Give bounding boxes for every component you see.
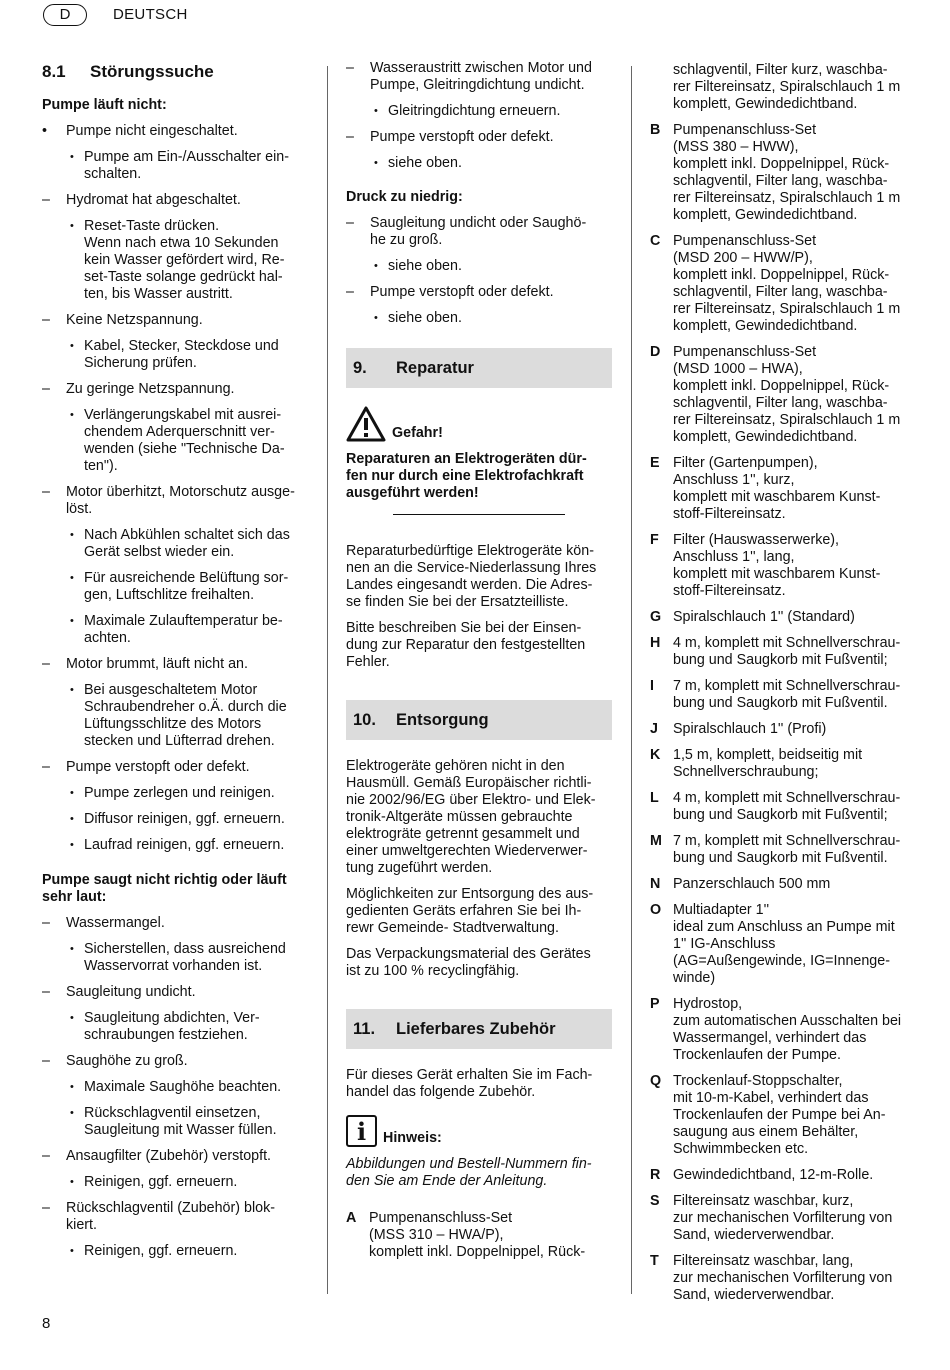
bullet-mark: •	[70, 151, 74, 163]
list-item-text: Maximale Saughöhe beachten.	[84, 1079, 282, 1095]
list-item	[42, 1200, 308, 1234]
list-item-text: Maximale Zulauftemperatur be- achten.	[84, 613, 283, 646]
list-item-text: Sicherstellen, dass ausreichend Wasservorrat vorhanden ist.	[84, 941, 286, 974]
list-item	[70, 338, 308, 372]
info-icon: i	[346, 1115, 377, 1147]
bullet-mark: •	[70, 572, 74, 584]
section-title: Lieferbares Zubehör	[396, 1019, 556, 1038]
dash-mark: –	[42, 381, 50, 397]
list-item-text: Pumpe verstopft oder defekt.	[370, 129, 554, 145]
accessory-key: J	[650, 721, 658, 737]
accessory-text: Pumpenanschluss-Set (MSD 1000 – HWA), komplett inkl. Doppelnippel, Rück- schlagventil, Filter lang, waschba- rer Filtereinsatz, Spiralschlauch 1 m komplett, Gewindedichtband.	[673, 344, 901, 445]
list-item	[42, 1148, 308, 1165]
list-item-text: Saugleitung undicht oder Saughö- he zu groß.	[370, 215, 587, 248]
accessory-text: Panzerschlauch 500 mm	[673, 876, 831, 892]
accessory-text: Spiralschlauch 1'' (Standard)	[673, 609, 855, 625]
section-11-heading	[346, 1009, 612, 1049]
list-item	[42, 1053, 308, 1070]
column-1	[42, 60, 308, 1269]
list-item	[70, 682, 308, 750]
accessory-key: N	[650, 876, 661, 892]
bullet-mark: •	[70, 409, 74, 421]
dash-mark: •	[42, 123, 48, 139]
list-item-text: Kabel, Stecker, Steckdose und Sicherung prüfen.	[84, 338, 279, 371]
bullet-mark: •	[70, 943, 74, 955]
bullet-mark: •	[70, 529, 74, 541]
accessory-text: Pumpenanschluss-Set (MSS 310 – HWA/P), komplett inkl. Doppelnippel, Rück-	[369, 1210, 586, 1260]
accessory-item	[650, 233, 916, 335]
danger-label: Gefahr!	[392, 425, 443, 441]
section-number: 8.1	[42, 62, 66, 81]
list-item-text: Für ausreichende Belüftung sor- gen, Luftschlitze freihalten.	[84, 570, 289, 603]
accessory-item	[650, 833, 916, 867]
list-item-text: Hydromat hat abgeschaltet.	[66, 192, 241, 208]
list-item	[70, 527, 308, 561]
accessory-item	[650, 344, 916, 446]
list-item	[374, 155, 612, 172]
list-item-text: Ansaugfilter (Zubehör) verstopft.	[66, 1148, 272, 1164]
list-item-text: Motor überhitzt, Motorschutz ausge- löst.	[66, 484, 295, 517]
accessory-text: 4 m, komplett mit Schnellverschrau- bung und Saugkorb mit Fußventil;	[673, 635, 901, 668]
section-8-1-heading	[42, 63, 308, 80]
accessory-item	[650, 747, 916, 781]
group-heading: Pumpe läuft nicht:	[42, 97, 167, 113]
list-item	[70, 1010, 308, 1044]
list-item	[70, 1243, 308, 1260]
list-item	[42, 123, 308, 140]
list-item	[42, 312, 308, 329]
list-item	[70, 613, 308, 647]
accessory-key: S	[650, 1193, 660, 1209]
list-item-text: Bei ausgeschaltetem Motor Schraubendreher o.Ä. durch die Lüftungsschlitze des Motors stecken und Lüfterrad drehen.	[84, 682, 287, 749]
accessory-key: M	[650, 833, 662, 849]
dash-mark: –	[42, 312, 50, 328]
list-item	[42, 915, 308, 932]
accessory-item	[650, 678, 916, 712]
dash-mark: –	[42, 1200, 50, 1216]
warning-triangle-icon	[346, 406, 386, 442]
accessory-text: Pumpenanschluss-Set (MSD 200 – HWW/P), komplett inkl. Doppelnippel, Rück- schlagventil, Filter lang, waschba- rer Filtereinsatz, Spiralschlauch 1 m komplett, Gewindedichtband.	[673, 233, 901, 334]
accessory-text: 4 m, komplett mit Schnellverschrau- bung und Saugkorb mit Fußventil;	[673, 790, 901, 823]
bullet-mark: •	[374, 157, 378, 169]
list-item	[70, 1079, 308, 1096]
list-item-text: Saugleitung undicht.	[66, 984, 196, 1000]
list-item	[70, 811, 308, 828]
dash-mark: –	[42, 759, 50, 775]
list-item	[70, 570, 308, 604]
accessory-key: Q	[650, 1073, 662, 1089]
accessory-key: A	[346, 1210, 357, 1226]
group-heading: Pumpe saugt nicht richtig oder läuft sehr laut:	[42, 872, 287, 905]
dash-mark: –	[346, 129, 354, 145]
list-item-text: Wassermangel.	[66, 915, 165, 931]
bullet-mark: •	[374, 312, 378, 324]
list-item-text: Pumpe am Ein-/Ausschalter ein- schalten.	[84, 149, 290, 182]
list-item-text: Wasseraustritt zwischen Motor und Pumpe, Gleitringdichtung undicht.	[370, 60, 592, 93]
list-item-text: Zu geringe Netzspannung.	[66, 381, 235, 397]
dash-mark: –	[42, 656, 50, 672]
list-item-text: Pumpe zerlegen und reinigen.	[84, 785, 275, 801]
accessory-item	[650, 1073, 916, 1158]
dash-mark: –	[42, 484, 50, 500]
accessory-item	[650, 876, 916, 893]
list-item-text: Pumpe nicht eingeschaltet.	[66, 123, 238, 139]
list-item	[42, 759, 308, 776]
list-item-text: Rückschlagventil einsetzen, Saugleitung mit Wasser füllen.	[84, 1105, 277, 1138]
list-item-text: Diffusor reinigen, ggf. erneuern.	[84, 811, 285, 827]
accessory-key: F	[650, 532, 659, 548]
accessory-key: O	[650, 902, 662, 918]
list-item	[70, 1174, 308, 1191]
accessory-item	[650, 532, 916, 600]
accessory-key	[650, 62, 673, 113]
accessory-item	[650, 996, 916, 1064]
accessory-text: Gewindedichtband, 12-m-Rolle.	[673, 1167, 874, 1183]
accessory-item	[650, 635, 916, 669]
section-10-heading	[346, 700, 612, 740]
list-item-text: Reinigen, ggf. erneuern.	[84, 1174, 238, 1190]
language-label: DEUTSCH	[113, 6, 188, 23]
list-item	[70, 218, 308, 303]
list-item-text: Saugleitung abdichten, Ver- schraubungen festziehen.	[84, 1010, 260, 1043]
accessory-text: Trockenlauf-Stoppschalter, mit 10-m-Kabel, verhindert das Trockenlaufen der Pumpe bei An- saugung aus einem Behälter, Schwimmbecken etc.	[673, 1073, 886, 1157]
dash-mark: –	[42, 1053, 50, 1069]
troubleshooting-list	[346, 60, 612, 172]
dash-mark: –	[346, 284, 354, 300]
accessory-item	[650, 902, 916, 987]
accessory-list	[650, 62, 916, 1304]
section-9-heading	[346, 348, 612, 388]
accessory-item	[346, 1210, 612, 1261]
list-item	[70, 1105, 308, 1139]
paragraph: Das Verpackungsmaterial des Gerätes ist zu 100 % recyclingfähig.	[346, 946, 591, 979]
group-heading: Druck zu niedrig:	[346, 189, 463, 205]
bullet-mark: •	[70, 1012, 74, 1024]
list-item-text: Reinigen, ggf. erneuern.	[84, 1243, 238, 1259]
accessory-key: I	[650, 678, 654, 694]
bullet-mark: •	[70, 1081, 74, 1093]
accessory-text: 1,5 m, komplett, beidseitig mit Schnellverschraubung;	[673, 747, 863, 780]
accessory-text: Filtereinsatz waschbar, kurz, zur mechanischen Vorfilterung von Sand, wiederverwendbar.	[673, 1193, 893, 1243]
danger-notice	[346, 406, 612, 442]
list-item	[70, 837, 308, 854]
bullet-mark: •	[70, 220, 74, 232]
accessory-text: Pumpenanschluss-Set (MSS 380 – HWW), komplett inkl. Doppelnippel, Rück- schlagventil, Filter lang, waschba- rer Filtereinsatz, Spiralschlauch 1 m komplett, Gewindedichtband.	[673, 122, 901, 223]
paragraph: Bitte beschreiben Sie bei der Einsen- dung zur Reparatur den festgestellten Fehler.	[346, 620, 586, 670]
list-item	[346, 60, 612, 94]
dash-mark: –	[42, 915, 50, 931]
list-item	[374, 258, 612, 275]
accessory-text: schlagventil, Filter kurz, waschba- rer Filtereinsatz, Spiralschlauch 1 m komplett, Gewindedichtband.	[673, 62, 901, 112]
list-item-text: Nach Abkühlen schaltet sich das Gerät selbst wieder ein.	[84, 527, 290, 560]
column-2	[346, 60, 612, 1270]
list-item	[42, 381, 308, 398]
paragraph: Möglichkeiten zur Entsorgung des aus- gedienten Geräts erfahren Sie bei Ih- rewr Gemeinde- Stadtverwaltung.	[346, 886, 594, 936]
list-item	[70, 785, 308, 802]
accessory-key: D	[650, 344, 661, 360]
bullet-mark: •	[374, 105, 378, 117]
bullet-mark: •	[374, 260, 378, 272]
dash-mark: –	[346, 215, 354, 231]
troubleshooting-list	[42, 915, 308, 1260]
accessory-text: 7 m, komplett mit Schnellverschrau- bung und Saugkorb mit Fußventil.	[673, 678, 901, 711]
bullet-mark: •	[70, 1245, 74, 1257]
list-item	[374, 310, 612, 327]
list-item-text: Saughöhe zu groß.	[66, 1053, 188, 1069]
accessory-item	[650, 721, 916, 738]
danger-text: Reparaturen an Elektrogeräten dür- fen nur durch eine Elektrofachkraft ausgeführt werden!	[346, 451, 587, 501]
list-item	[346, 284, 612, 301]
bullet-mark: •	[70, 813, 74, 825]
list-item-text: Rückschlagventil (Zubehör) blok- kiert.	[66, 1200, 275, 1233]
list-item	[42, 984, 308, 1001]
bullet-mark: •	[70, 1107, 74, 1119]
list-item	[346, 129, 612, 146]
note-label: Hinweis:	[383, 1130, 442, 1146]
dash-mark: –	[42, 1148, 50, 1164]
accessory-key: P	[650, 996, 660, 1012]
paragraph: Reparaturbedürftige Elektrogeräte kön- nen an die Service-Niederlassung Ihres Landes eingesandt werden. Die Adres- se finden Sie bei der Ersatzteilliste.	[346, 543, 597, 610]
paragraph: Für dieses Gerät erhalten Sie im Fach- handel das folgende Zubehör.	[346, 1067, 593, 1100]
bullet-mark: •	[70, 787, 74, 799]
accessory-text: Spiralschlauch 1'' (Profi)	[673, 721, 827, 737]
paragraph: Elektrogeräte gehören nicht in den Hausmüll. Gemäß Europäischer richtli- nie 2002/96/EG über Elektro- und Elek- tronik-Altgeräte müssen gebrauchte elektrogräte getrennt gesammelt und einer umweltgerechten Wiederverwer- tung zugeführt werden.	[346, 758, 596, 876]
accessory-key: T	[650, 1253, 659, 1269]
accessory-key: G	[650, 609, 662, 625]
list-item-text: Laufrad reinigen, ggf. erneuern.	[84, 837, 285, 853]
list-item	[70, 941, 308, 975]
list-item	[70, 149, 308, 183]
accessory-text: Multiadapter 1'' ideal zum Anschluss an Pumpe mit 1'' IG-Anschluss (AG=Außengewinde, IG=Innenge- winde)	[673, 902, 895, 986]
accessory-text: 7 m, komplett mit Schnellverschrau- bung und Saugkorb mit Fußventil.	[673, 833, 901, 866]
dash-mark: –	[42, 192, 50, 208]
column-divider	[631, 66, 632, 1294]
accessory-key: H	[650, 635, 661, 651]
list-item	[374, 103, 612, 120]
column-3	[650, 62, 916, 1313]
language-badge: D	[43, 4, 87, 26]
accessory-text: Filter (Gartenpumpen), Anschluss 1'', kurz, komplett mit waschbarem Kunst- stoff-Filtereinsatz.	[673, 455, 881, 522]
list-item	[42, 484, 308, 518]
divider	[393, 514, 565, 515]
accessory-key: L	[650, 790, 659, 806]
accessory-key: C	[650, 233, 661, 249]
accessory-text: Filter (Hauswasserwerke), Anschluss 1'', lang, komplett mit waschbarem Kunst- stoff-Filtereinsatz.	[673, 532, 881, 599]
list-item-text: Pumpe verstopft oder defekt.	[370, 284, 554, 300]
troubleshooting-list	[346, 215, 612, 327]
accessory-key: K	[650, 747, 661, 763]
section-title: Reparatur	[396, 358, 474, 377]
list-item	[42, 656, 308, 673]
troubleshooting-list	[42, 123, 308, 854]
list-item	[346, 215, 612, 249]
bullet-mark: •	[70, 839, 74, 851]
section-number: 9.	[353, 358, 367, 377]
dash-mark: –	[346, 60, 354, 76]
section-title: Entsorgung	[396, 710, 489, 729]
list-item-text: Pumpe verstopft oder defekt.	[66, 759, 250, 775]
list-item-text: Gleitringdichtung erneuern.	[388, 103, 561, 119]
bullet-mark: •	[70, 340, 74, 352]
accessory-item	[650, 1193, 916, 1244]
accessory-text: Hydrostop, zum automatischen Ausschalten bei Wassermangel, verhindert das Trockenlaufen der Pumpe.	[673, 996, 902, 1063]
info-notice	[346, 1115, 612, 1147]
list-item	[42, 192, 308, 209]
accessory-text: Filtereinsatz waschbar, lang, zur mechanischen Vorfilterung von Sand, wiederverwendbar.	[673, 1253, 893, 1303]
column-divider	[327, 66, 328, 1294]
list-item-text: siehe oben.	[388, 155, 462, 171]
accessory-item	[650, 1167, 916, 1184]
accessory-item	[650, 122, 916, 224]
accessory-item	[650, 1253, 916, 1304]
list-item-text: Reset-Taste drücken. Wenn nach etwa 10 Sekunden kein Wasser gefördert wird, Re- set-Taste solange gedrückt hal- ten, bis Wasser austritt.	[84, 218, 285, 302]
list-item	[70, 407, 308, 475]
page-number: 8	[42, 1315, 51, 1332]
list-item-text: siehe oben.	[388, 310, 462, 326]
accessory-item	[650, 62, 916, 113]
list-item-text: Motor brummt, läuft nicht an.	[66, 656, 248, 672]
accessory-item	[650, 455, 916, 523]
section-number: 10.	[353, 710, 376, 729]
note-text: Abbildungen und Bestell-Nummern fin- den Sie am Ende der Anleitung.	[346, 1156, 592, 1189]
accessory-item	[650, 609, 916, 626]
section-number: 11.	[353, 1019, 376, 1038]
list-item-text: siehe oben.	[388, 258, 462, 274]
list-item-text: Keine Netzspannung.	[66, 312, 203, 328]
bullet-mark: •	[70, 615, 74, 627]
bullet-mark: •	[70, 1176, 74, 1188]
accessory-item	[650, 790, 916, 824]
dash-mark: –	[42, 984, 50, 1000]
section-title: Störungssuche	[90, 62, 214, 81]
accessory-key: B	[650, 122, 661, 138]
accessory-key: R	[650, 1167, 661, 1183]
bullet-mark: •	[70, 684, 74, 696]
accessory-key: E	[650, 455, 660, 471]
list-item-text: Verlängerungskabel mit ausrei- chendem Aderquerschnitt ver- wenden (siehe "Technische Da- ten").	[84, 407, 285, 474]
